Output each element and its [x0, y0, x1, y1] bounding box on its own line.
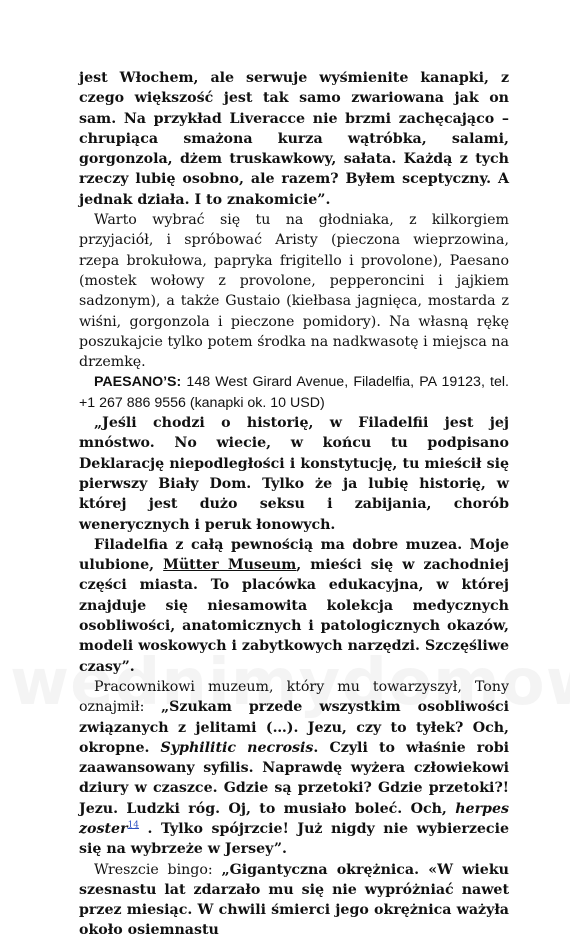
quote-italic: herpes zoster: [79, 800, 509, 837]
paragraph-text: Warto wybrać się tu na głodniaka, z kilkorgiem przyjaciół, i spróbować Aristy (pieczona wieprzowina, rzepa brokułowa, papryka frigitello i provolone), Paesano (mostek wołowy z provolone, pepperoncini i jajkiem sadzonym), a także Gustaio (kiełbasa jagnięca, mostarda z wiśni, gorgonzola i pieczone pomidory). Na własną rękę poszukajcie tylko potem środka na nadkwasotę i miejsca na drzemkę.: [79, 212, 509, 371]
paragraph-bingo: [79, 860, 509, 941]
paragraph-sandwich-review: [79, 68, 509, 210]
quote-text: . Czyli to właśnie robi zaawansowany syfilis. Naprawdę wyżera człowiekowi dziury w czaszce. Gdzie są przetoki? Gdzie przetoki?! Jezu. Ludzki róg. Oj, to musiało boleć. Och,: [79, 739, 510, 817]
paragraph-text: Filadelfia z całą pewnością ma dobre muzea. Moje ulubione,: [79, 536, 509, 574]
mutter-museum-link[interactable]: Mütter Museum: [163, 557, 297, 574]
quote-text: „Gigantyczna okrężnica. «W wieku szesnastu lat zdarzało mu się nie wypróżniać nawet przez miesiąc. W chwili śmierci jego okrężnica ważyła około osiemnastu: [79, 861, 509, 939]
paragraph-text: jest Włochem, ale serwuje wyśmienite kanapki, z czego większość jest tak samo zwariowana jak on sam. Na przykład Liveracce nie brzmi zachęcająco – chrupiąca smażona kurza wątróbka, salami, gorgonzola, dżem truskawkowy, sałata. Każdą z tych rzeczy lubię osobno, ale razem? Byłem sceptyczny. A jednak działa. I to znakomicie”.: [79, 70, 509, 208]
paragraph-museums: [79, 535, 509, 677]
paragraph-text: Wreszcie bingo:: [94, 861, 222, 878]
quote-text: „Szukam przede wszystkim osobliwości związanych z jelitami (…). Jezu, czy to tyłek? Och, okropne.: [79, 699, 509, 756]
paragraph-text: Pracownikowi muzeum, który mu towarzyszył, Tony oznajmił:: [79, 678, 509, 716]
quote-text: . Tylko spójrzcie! Już nigdy nie wybierzecie się na wybrzeże w Jersey”.: [79, 820, 509, 858]
paragraph-history-quote: [79, 413, 509, 535]
paragraph-recommendations: [79, 210, 509, 372]
footnote-link[interactable]: 14: [127, 820, 140, 831]
address-text: 148 West Girard Avenue, Filadelfia, PA 19123, tel. +1 267 886 9556 (kanapki ok. 10 USD): [79, 374, 509, 411]
paragraph-museum-visit: [79, 677, 509, 860]
paragraph-text: , mieści się w zachodniej części miasta. To placówka edukacyjna, w której znajduje się niesamowita kolekcja medycznych osobliwości, anatomicznych i patologicznych okazów, modeli woskowych i zabytkowych narzędzi. Szczęśliwe czasy”.: [79, 557, 509, 675]
paragraph-address: [79, 372, 509, 413]
paragraph-text: „Jeśli chodzi o historię, w Filadelfii jest jej mnóstwo. No wiecie, w końcu tu podpisano Deklarację niepodległości i konstytucję, tu mieścił się pierwszy Biały Dom. Tylko że ja lubię historię, w której jest dużo seksu i zabijania, chorób wenerycznych i peruk łonowych.: [79, 415, 509, 533]
place-name: PAESANO’S:: [94, 374, 182, 391]
quote-italic: Syphilitic necrosis: [160, 739, 314, 756]
book-page: [79, 68, 509, 941]
